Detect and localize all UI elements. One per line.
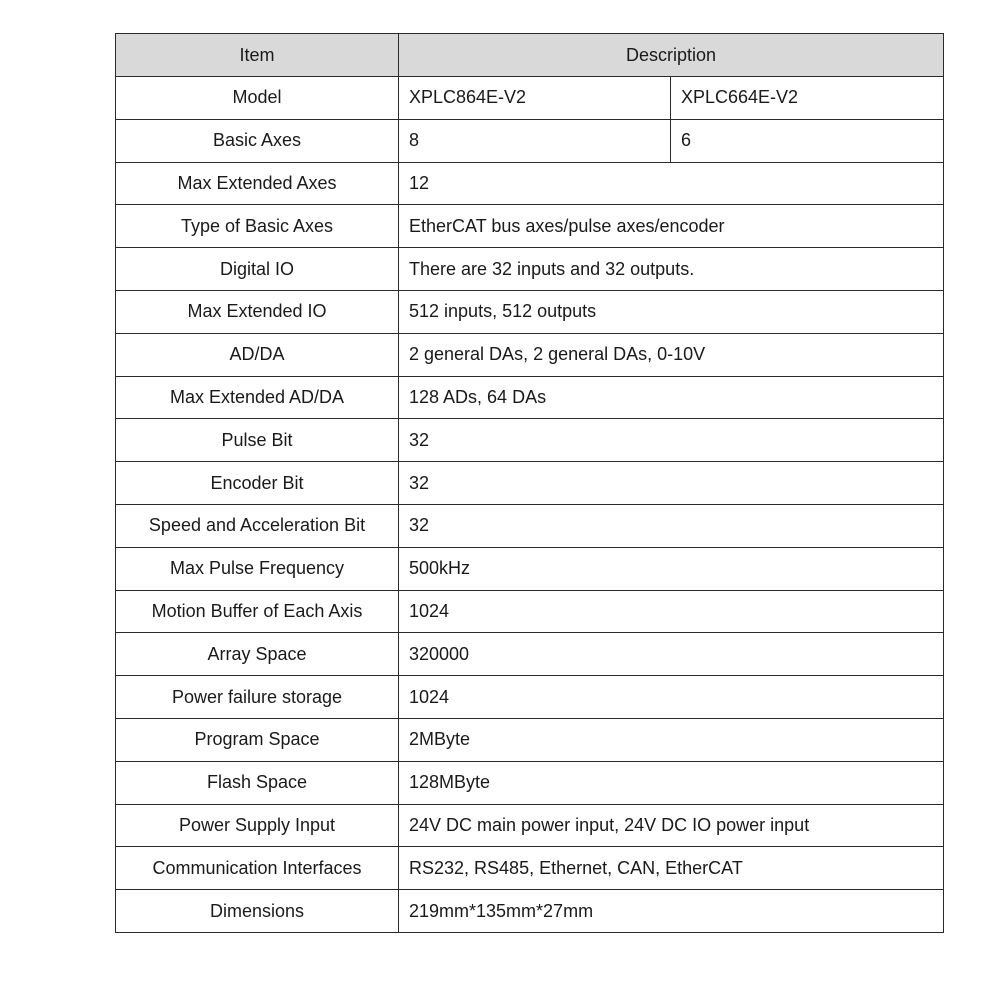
table-row xyxy=(116,462,944,505)
row-value: 32 xyxy=(399,504,944,547)
spec-table xyxy=(115,33,944,933)
table-row xyxy=(116,804,944,847)
row-value: There are 32 inputs and 32 outputs. xyxy=(399,248,944,291)
row-label: Flash Space xyxy=(116,761,399,804)
table-row xyxy=(116,248,944,291)
row-value: 512 inputs, 512 outputs xyxy=(399,290,944,333)
table-row-basic-axes xyxy=(116,119,944,162)
table-row xyxy=(116,761,944,804)
basic-axes-value-2: 6 xyxy=(671,119,944,162)
row-label: Max Extended Axes xyxy=(116,162,399,205)
row-label: Max Extended AD/DA xyxy=(116,376,399,419)
table-row xyxy=(116,590,944,633)
row-value: 32 xyxy=(399,462,944,505)
table-row xyxy=(116,504,944,547)
table-row xyxy=(116,718,944,761)
table-row xyxy=(116,633,944,676)
row-label: AD/DA xyxy=(116,333,399,376)
row-value: 128MByte xyxy=(399,761,944,804)
row-label: Max Extended IO xyxy=(116,290,399,333)
row-value: 1024 xyxy=(399,590,944,633)
row-label: Type of Basic Axes xyxy=(116,205,399,248)
row-label: Encoder Bit xyxy=(116,462,399,505)
table-row xyxy=(116,205,944,248)
row-value: 1024 xyxy=(399,676,944,719)
basic-axes-value-1: 8 xyxy=(399,119,671,162)
row-value: 219mm*135mm*27mm xyxy=(399,890,944,933)
row-value: 12 xyxy=(399,162,944,205)
row-label: Max Pulse Frequency xyxy=(116,547,399,590)
header-item: Item xyxy=(116,34,399,77)
row-label: Model xyxy=(116,77,399,120)
table-row xyxy=(116,162,944,205)
row-label: Program Space xyxy=(116,718,399,761)
table-row xyxy=(116,333,944,376)
row-value: 32 xyxy=(399,419,944,462)
row-label: Power Supply Input xyxy=(116,804,399,847)
header-row xyxy=(116,34,944,77)
row-label: Dimensions xyxy=(116,890,399,933)
model-value-1: XPLC864E-V2 xyxy=(399,77,671,120)
header-description: Description xyxy=(399,34,944,77)
row-label: Digital IO xyxy=(116,248,399,291)
row-label: Communication Interfaces xyxy=(116,847,399,890)
row-label: Speed and Acceleration Bit xyxy=(116,504,399,547)
table-row xyxy=(116,376,944,419)
row-value: 24V DC main power input, 24V DC IO power input xyxy=(399,804,944,847)
table-row xyxy=(116,290,944,333)
row-value: 320000 xyxy=(399,633,944,676)
table-row xyxy=(116,547,944,590)
row-value: EtherCAT bus axes/pulse axes/encoder xyxy=(399,205,944,248)
row-value: 2MByte xyxy=(399,718,944,761)
table-row xyxy=(116,890,944,933)
row-value: 128 ADs, 64 DAs xyxy=(399,376,944,419)
row-label: Array Space xyxy=(116,633,399,676)
table-row xyxy=(116,847,944,890)
table-row xyxy=(116,676,944,719)
row-label: Motion Buffer of Each Axis xyxy=(116,590,399,633)
row-label: Power failure storage xyxy=(116,676,399,719)
row-label: Basic Axes xyxy=(116,119,399,162)
row-value: RS232, RS485, Ethernet, CAN, EtherCAT xyxy=(399,847,944,890)
row-value: 500kHz xyxy=(399,547,944,590)
model-value-2: XPLC664E-V2 xyxy=(671,77,944,120)
row-label: Pulse Bit xyxy=(116,419,399,462)
row-value: 2 general DAs, 2 general DAs, 0-10V xyxy=(399,333,944,376)
table-row xyxy=(116,419,944,462)
table-row-model xyxy=(116,77,944,120)
